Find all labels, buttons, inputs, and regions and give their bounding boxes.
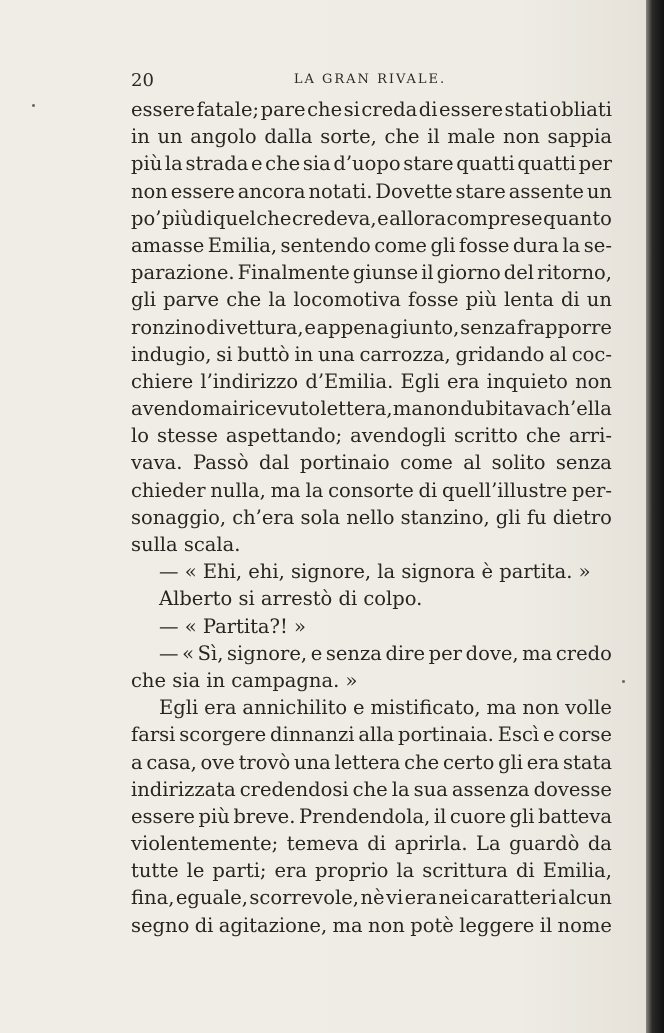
text-line: chieder nulla, ma la consorte di quell’illustre per- [131, 478, 612, 502]
text-line: parazione. Finalmente giunse il giorno del ritorno, [131, 261, 612, 285]
text-line: fina, eguale, scorrevole, nè vi era nei caratteri alcun [131, 886, 612, 910]
text-line: gli parve che la locomotiva fosse più lenta di un [131, 288, 612, 312]
text-line: che sia in campagna. » [131, 668, 358, 692]
text-line: po’ più di quel che credeva, e allora comprese quanto [131, 206, 612, 230]
text-line: segno di agitazione, ma non potè leggere il nome [131, 913, 612, 937]
text-line: essere più breve. Prendendola, il cuore gli batteva [131, 804, 612, 828]
text-line: non essere ancora notati. Dovette stare assente un [131, 179, 612, 203]
text-line: chiere l’indirizzo d’Emilia. Egli era inquieto non [131, 369, 612, 393]
text-line: vava. Passò dal portinaio come al solito senza [131, 451, 612, 475]
text-line: sulla scala. [131, 533, 241, 556]
text-line: più la strada e che sia d’uopo stare quatti quatti per [131, 152, 612, 176]
dialogue-line: — « Ehi, ehi, signore, la signora è partita. » [159, 560, 591, 584]
text-line: indugio, si buttò in una carrozza, gridando al coc- [131, 342, 612, 366]
text-line: essere fatale; pare che si creda di essere stati obliati [131, 98, 612, 121]
dialogue-line: — « Partita?! » [159, 614, 306, 638]
running-title: LA GRAN RIVALE. [293, 72, 447, 87]
page-edge-shadow [646, 0, 664, 1033]
text-line: sonaggio, ch’era sola nello stanzino, gli fu dietro [131, 505, 612, 529]
text-line: in un angolo dalla sorte, che il male non sappia [131, 125, 612, 149]
text-line: tutte le parti; era proprio la scrittura di Emilia, [131, 859, 612, 883]
text-line: indirizzata credendosi che la sua assenza dovesse [131, 777, 612, 801]
text-line: Egli era annichilito e mistificato, ma non volle [159, 696, 612, 720]
paper-speck [32, 104, 35, 107]
text-line: Alberto si arrestò di colpo. [159, 587, 423, 611]
text-line: farsi scorgere dinnanzi alla portinaia. Escì e corse [131, 723, 612, 747]
text-line: violentemente; temeva di aprirla. La guardò da [131, 832, 612, 856]
body-text [131, 96, 612, 939]
text-line: ronzino di vettura, e appena giunto, senza frapporre [131, 315, 612, 339]
paper-speck [622, 680, 625, 683]
page-number: 20 [131, 70, 154, 91]
page-header [131, 70, 609, 94]
text-line: amasse Emilia, sentendo come gli fosse dura la se- [131, 233, 612, 257]
text-line: avendo mai ricevuto lettera, ma non dubitava ch’ella [131, 397, 612, 421]
text-line: a casa, ove trovò una lettera che certo gli era stata [131, 750, 612, 774]
text-line: lo stesse aspettando; avendogli scritto che arri- [131, 424, 612, 448]
dialogue-line: — « Sì, signore, e senza dire per dove, ma credo [159, 641, 612, 665]
